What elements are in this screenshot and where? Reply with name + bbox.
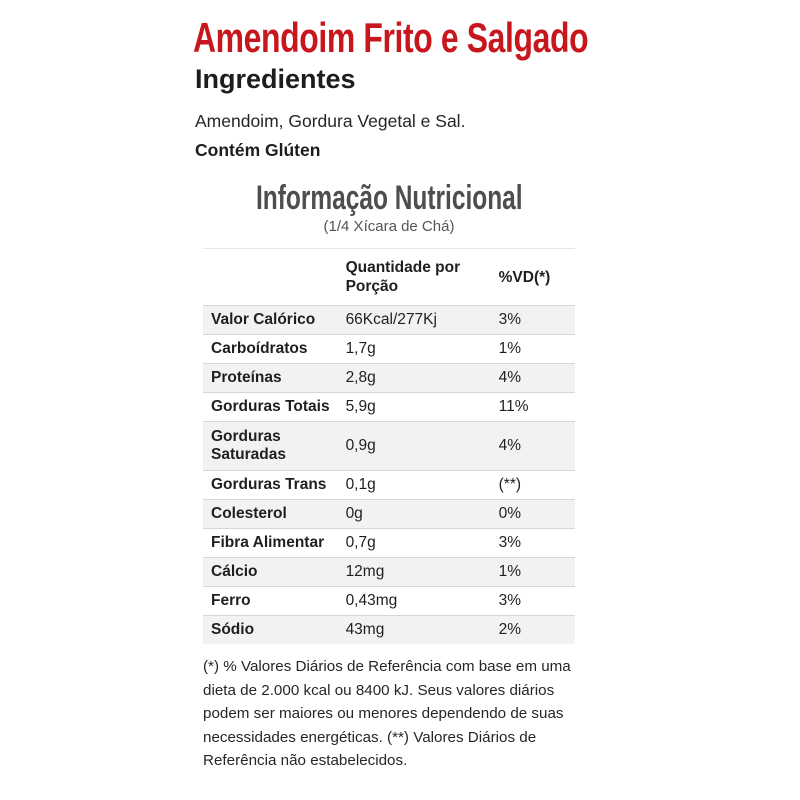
nutrient-name: Gorduras Saturadas <box>203 422 338 471</box>
allergen-notice: Contém Glúten <box>195 140 321 160</box>
nutrient-amount: 0g <box>338 500 491 529</box>
nutrient-amount: 5,9g <box>338 393 491 422</box>
table-row <box>203 306 575 335</box>
nutrient-daily-value: 1% <box>491 558 575 587</box>
nutrient-name: Valor Calórico <box>203 306 338 335</box>
portion-size: (1/4 Xícara de Chá) <box>323 218 455 235</box>
table-row <box>203 364 575 393</box>
header-amount: Quantidade por Porção <box>338 249 491 306</box>
daily-value-footnote: (*) % Valores Diários de Referência com base em uma dieta de 2.000 kcal ou 8400 kJ. Seus valores diários podem ser maiores ou menores dependendo de suas necessidades energéticas. (**) Valores Diários de Referência não estabelecidos. <box>203 658 571 769</box>
nutrient-amount: 0,9g <box>338 422 491 471</box>
nutrient-amount: 0,7g <box>338 529 491 558</box>
nutrient-daily-value: 11% <box>491 393 575 422</box>
nutrient-amount: 0,43mg <box>338 587 491 616</box>
nutrient-daily-value: 3% <box>491 529 575 558</box>
table-row <box>203 335 575 364</box>
nutrient-daily-value: 3% <box>491 587 575 616</box>
header-nutrient <box>203 249 338 306</box>
nutrient-daily-value: 4% <box>491 364 575 393</box>
nutrition-table <box>203 248 575 644</box>
nutrient-name: Sódio <box>203 616 338 645</box>
table-row <box>203 471 575 500</box>
product-title: Amendoim Frito e Salgado <box>193 14 589 61</box>
nutrient-name: Cálcio <box>203 558 338 587</box>
nutrient-name: Gorduras Totais <box>203 393 338 422</box>
nutrient-name: Fibra Alimentar <box>203 529 338 558</box>
nutrient-name: Carboídratos <box>203 335 338 364</box>
nutrient-amount: 1,7g <box>338 335 491 364</box>
nutrient-name: Colesterol <box>203 500 338 529</box>
table-row <box>203 587 575 616</box>
nutrient-daily-value: 3% <box>491 306 575 335</box>
nutrient-daily-value: 1% <box>491 335 575 364</box>
nutrient-daily-value: 0% <box>491 500 575 529</box>
nutrient-amount: 0,1g <box>338 471 491 500</box>
nutrient-amount: 43mg <box>338 616 491 645</box>
nutrient-daily-value: 4% <box>491 422 575 471</box>
table-row <box>203 616 575 645</box>
nutrient-daily-value: (**) <box>491 471 575 500</box>
table-row <box>203 558 575 587</box>
nutrient-name: Ferro <box>203 587 338 616</box>
table-row <box>203 500 575 529</box>
nutrient-amount: 2,8g <box>338 364 491 393</box>
ingredients-heading: Ingredientes <box>195 64 356 94</box>
table-row <box>203 393 575 422</box>
header-daily-value: %VD(*) <box>491 249 575 306</box>
table-row <box>203 529 575 558</box>
nutrient-amount: 66Kcal/277Kj <box>338 306 491 335</box>
nutrient-amount: 12mg <box>338 558 491 587</box>
nutrient-daily-value: 2% <box>491 616 575 645</box>
table-row <box>203 422 575 471</box>
table-header-row <box>203 249 575 306</box>
nutrient-name: Proteínas <box>203 364 338 393</box>
ingredients-list: Amendoim, Gordura Vegetal e Sal. <box>195 111 466 131</box>
nutrition-title: Informação Nutricional <box>255 179 523 217</box>
nutrient-name: Gorduras Trans <box>203 471 338 500</box>
